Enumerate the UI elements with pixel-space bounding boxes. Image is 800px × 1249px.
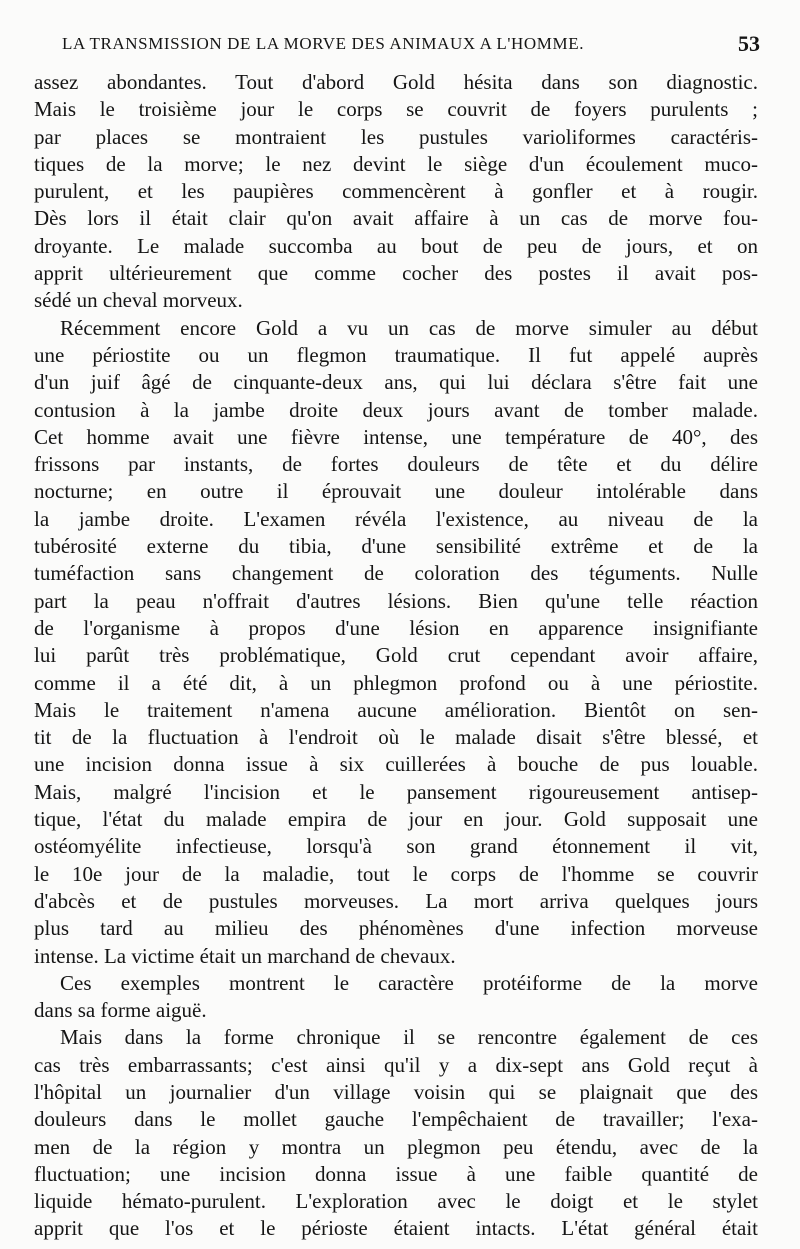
text-line: apprit ultérieurement que comme cocher des postes il avait pos- [34, 261, 758, 286]
page-number: 53 [738, 31, 760, 56]
text-line: frissons par instants, de fortes douleurs de tête et du délire [34, 452, 758, 477]
text-line: Ces exemples montrent le caractère protéiforme de la morve [60, 970, 758, 995]
text-line: lui parût très problématique, Gold crut cependant avoir affaire, [34, 643, 758, 668]
text-line: tiques de la morve; le nez devint le siège d'un écoulement muco- [34, 151, 758, 176]
text-line: Récemment encore Gold a vu un cas de morve simuler au début [60, 315, 758, 340]
text-line: douleurs dans le mollet gauche l'empêchaient de travailler; l'exa- [34, 1107, 758, 1132]
text-line: Mais le traitement n'amena aucune amélioration. Bientôt on sen- [34, 697, 758, 722]
text-line: par places se montraient les pustules varioliformes caractéris- [34, 124, 758, 149]
text-line: de l'organisme à propos d'une lésion en apparence insignifiante [34, 615, 758, 640]
running-head [62, 31, 760, 60]
text-line: une périostite ou un flegmon traumatique. Il fut appelé auprès [34, 342, 758, 367]
text-line: Mais, malgré l'incision et le pansement rigoureusement antisep- [34, 779, 758, 804]
text-line: tuméfaction sans changement de coloration des téguments. Nulle [34, 561, 758, 586]
text-line: comme il a été dit, à un phlegmon profond ou à une périostite. [34, 670, 758, 695]
text-line: cas très embarrassants; c'est ainsi qu'il y a dix-sept ans Gold reçut à [34, 1052, 758, 1077]
text-line: tubérosité externe du tibia, d'une sensibilité extrême et de la [34, 534, 758, 559]
text-line: tique, l'état du malade empira de jour en jour. Gold supposait une [34, 807, 758, 832]
text-line: d'abcès et de pustules morveuses. La mort arriva quelques jours [34, 888, 758, 913]
text-line: apprit que l'os et le périoste étaient intacts. L'état général était [34, 1216, 758, 1241]
text-line: fluctuation; une incision donna issue à une faible quantité de [34, 1161, 758, 1186]
text-line: plus tard au milieu des phénomènes d'une infection morveuse [34, 916, 758, 941]
text-line: d'un juif âgé de cinquante-deux ans, qui lui déclara s'être fait une [34, 370, 758, 395]
text-line: une incision donna issue à six cuillerées à bouche de pus louable. [34, 752, 758, 777]
text-line: le 10e jour de la maladie, tout le corps de l'homme se couvrir [34, 861, 758, 886]
text-line: assez abondantes. Tout d'abord Gold hésita dans son diagnostic. [34, 70, 758, 94]
text-line: ostéomyélite infectieuse, lorsqu'à son grand étonnement il vit, [34, 834, 758, 859]
text-line: sédé un cheval morveux. [34, 288, 243, 313]
text-line: men de la région y montra un plegmon peu étendu, avec de la [34, 1134, 758, 1159]
text-line: dans sa forme aiguë. [34, 998, 207, 1023]
text-line: Dès lors il était clair qu'on avait affaire à un cas de morve fou- [34, 206, 758, 231]
text-line: intense. La victime était un marchand de chevaux. [34, 943, 456, 968]
text-line: part la peau n'offrait d'autres lésions. Bien qu'une telle réaction [34, 588, 758, 613]
text-line: contusion à la jambe droite deux jours avant de tomber malade. [34, 397, 758, 422]
text-line: droyante. Le malade succomba au bout de peu de jours, et on [34, 233, 758, 258]
text-line: liquide hémato-purulent. L'exploration avec le doigt et le stylet [34, 1189, 758, 1214]
running-title: LA TRANSMISSION DE LA MORVE DES ANIMAUX A L'HOMME. [62, 34, 585, 53]
text-line: Cet homme avait une fièvre intense, une température de 40°, des [34, 424, 758, 449]
text-line: Mais dans la forme chronique il se rencontre également de ces [60, 1025, 758, 1050]
text-line: l'hôpital un journalier d'un village voisin qui se plaignait que des [34, 1079, 758, 1104]
text-line: tit de la fluctuation à l'endroit où le malade disait s'être blessé, et [34, 725, 758, 750]
text-line: Mais le troisième jour le corps se couvrit de foyers purulents ; [34, 97, 758, 122]
text-line: nocturne; en outre il éprouvait une douleur intolérable dans [34, 479, 758, 504]
text-line: la jambe droite. L'examen révéla l'existence, au niveau de la [34, 506, 758, 531]
text-line: purulent, et les paupières commencèrent à gonfler et à rougir. [34, 179, 758, 204]
body-text [34, 69, 758, 1243]
